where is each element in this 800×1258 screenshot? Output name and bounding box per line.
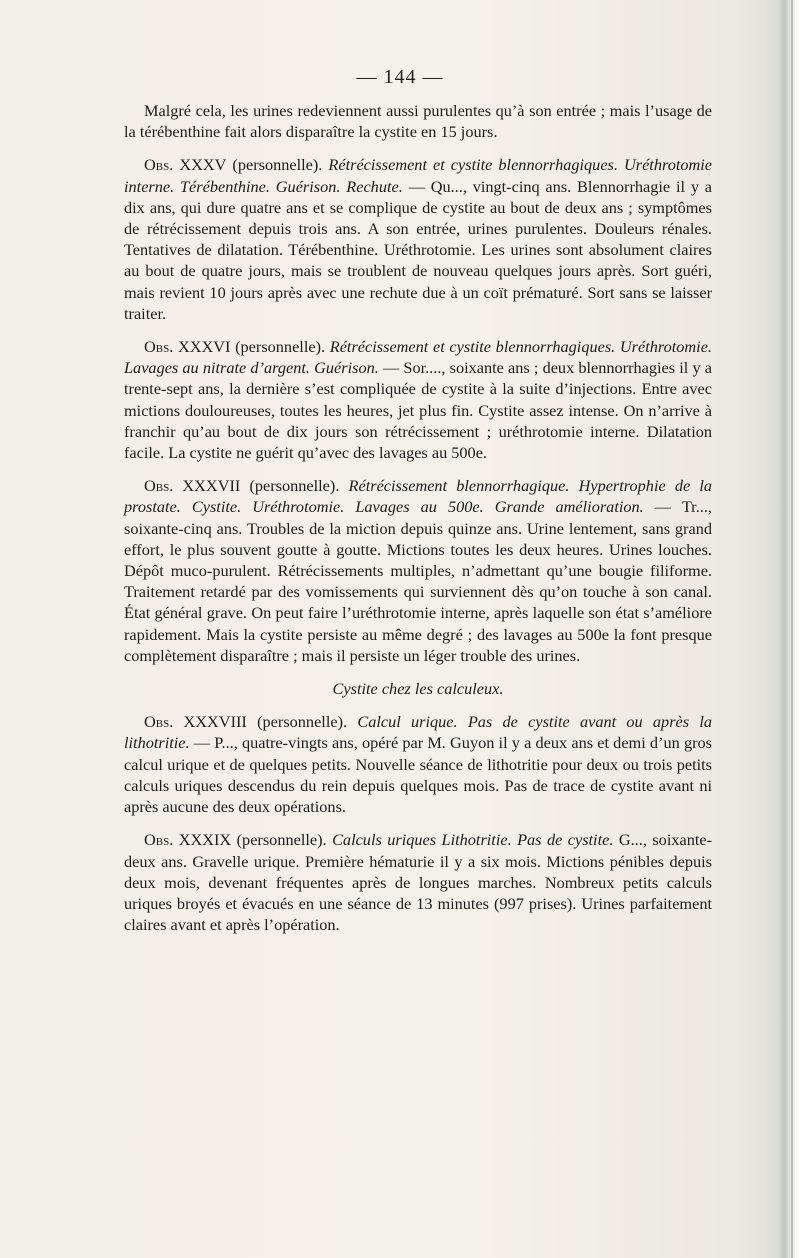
intro-paragraph: Malgré cela, les urines redeviennent aussi purulentes qu’à son entrée ; mais l’usage de la térébenthine fait alors disparaître la cystite en 15 jours. (124, 101, 712, 142)
binding-line (791, 0, 793, 1258)
obs-source: (personnelle). (236, 830, 327, 850)
obs-source: (personnelle). (249, 476, 340, 496)
obs-label: Obs. XXXVIII (144, 712, 247, 732)
observation-xxxvii (124, 475, 712, 666)
observation-xxxvi (124, 336, 712, 463)
obs-body: G..., soixante-deux ans. Gravelle urique. Première hématurie il y a six mois. Mictions pénibles depuis deux mois, devenant fréquentes après de longues marches. Nombreux petits calculs uriques broyés et évacués en une séance de 13 minutes (997 prises). Urines parfaitement claires avant et après l’opération. (124, 830, 713, 935)
obs-body: — Tr..., soixante-cinq ans. Troubles de la miction depuis quinze ans. Urine lentement, sans grand effort, le plus souvent goutte à goutte. Mictions toutes les deux heures. Urines louches. Dépôt muco-purulent. Rétrécissements multiples, n’admettant qu’une bougie filiforme. Traitement retardé par des vomissements qui surviennent dès qu’on touche à son canal. État général grave. On peut faire l’uréthrotomie interne, après laquelle son état s’améliore rapidement. Mais la cystite persiste au même degré ; des lavages au 500e la font presque complètement disparaître ; mais il persiste un léger trouble des urines. (124, 497, 712, 665)
observation-xxxv (124, 154, 712, 324)
obs-label: Obs. XXXVI (144, 337, 231, 357)
obs-title: Rétrécissement et cystite blennorrhagiques. Uréthrotomie. Lavages au nitrate d’argent. Guérison. (124, 337, 713, 378)
obs-title: Calcul urique. Pas de cystite avant ou après la lithotritie. (124, 712, 713, 753)
body-text (124, 100, 712, 947)
observation-xxxix (124, 829, 712, 935)
obs-label: Obs. XXXIX (144, 830, 232, 850)
obs-source: (personnelle). (257, 712, 348, 732)
obs-title: Rétrécissement et cystite blennorrhagiques. Uréthrotomie interne. Térébenthine. Guérison. Rechute. (124, 155, 713, 196)
observation-xxxviii (124, 711, 712, 817)
obs-source: (personnelle). (232, 155, 323, 175)
obs-body: — P..., quatre-vingts ans, opéré par M. Guyon il y a deux ans et demi d’un gros calcul urique et de quelques petits. Nouvelle séance de lithotritie pour deux ou trois petits calculs uriques descendus du rein depuis quelques mois. Pas de trace de cystite avant ni après aucune des deux opérations. (124, 733, 712, 817)
obs-label: Obs. XXXVII (144, 476, 241, 496)
section-heading: Cystite chez les calculeux. (332, 679, 504, 699)
obs-label: Obs. XXXV (144, 155, 227, 175)
obs-title: Calculs uriques Lithotritie. Pas de cystite. (332, 830, 614, 850)
obs-body: — Qu..., vingt-cinq ans. Blennorrhagie il y a dix ans, qui dure quatre ans et se complique de cystite au bout de deux ans ; symptômes de rétrécissement depuis trois ans. A son entrée, urines purulentes. Douleurs rénales. Tentatives de dilatation. Térébenthine. Uréthrotomie. Les urines sont absolument claires au bout de quatre jours, mais se troublent de nouveau quelques jours après. Sort guéri, mais revient 10 jours après avec une rechute due à un coït prématuré. Sort sans se laisser traiter. (124, 176, 713, 323)
obs-body: — Sor...., soixante ans ; deux blennorrhagies il y a trente-sept ans, la dernière s’est compliquée de cystite à la suite d’injections. Entre avec mictions douloureuses, toutes les heures, jet plus fin. Cystite assez intense. On n’arrive à franchir qu’au bout de dix jours son rétrécissement ; uréthrotomie interne. Dilatation facile. La cystite ne guérit qu’avec des lavages au 500e. (124, 358, 712, 463)
obs-title: Rétrécissement blennorrhagique. Hypertrophie de la prostate. Cystite. Uréthrotomie. Lavages au 500e. Grande amélioration. (124, 476, 712, 517)
page-edge-shadow (766, 0, 800, 1258)
page-number: — 144 — (356, 66, 444, 88)
obs-source: (personnelle). (235, 337, 326, 357)
